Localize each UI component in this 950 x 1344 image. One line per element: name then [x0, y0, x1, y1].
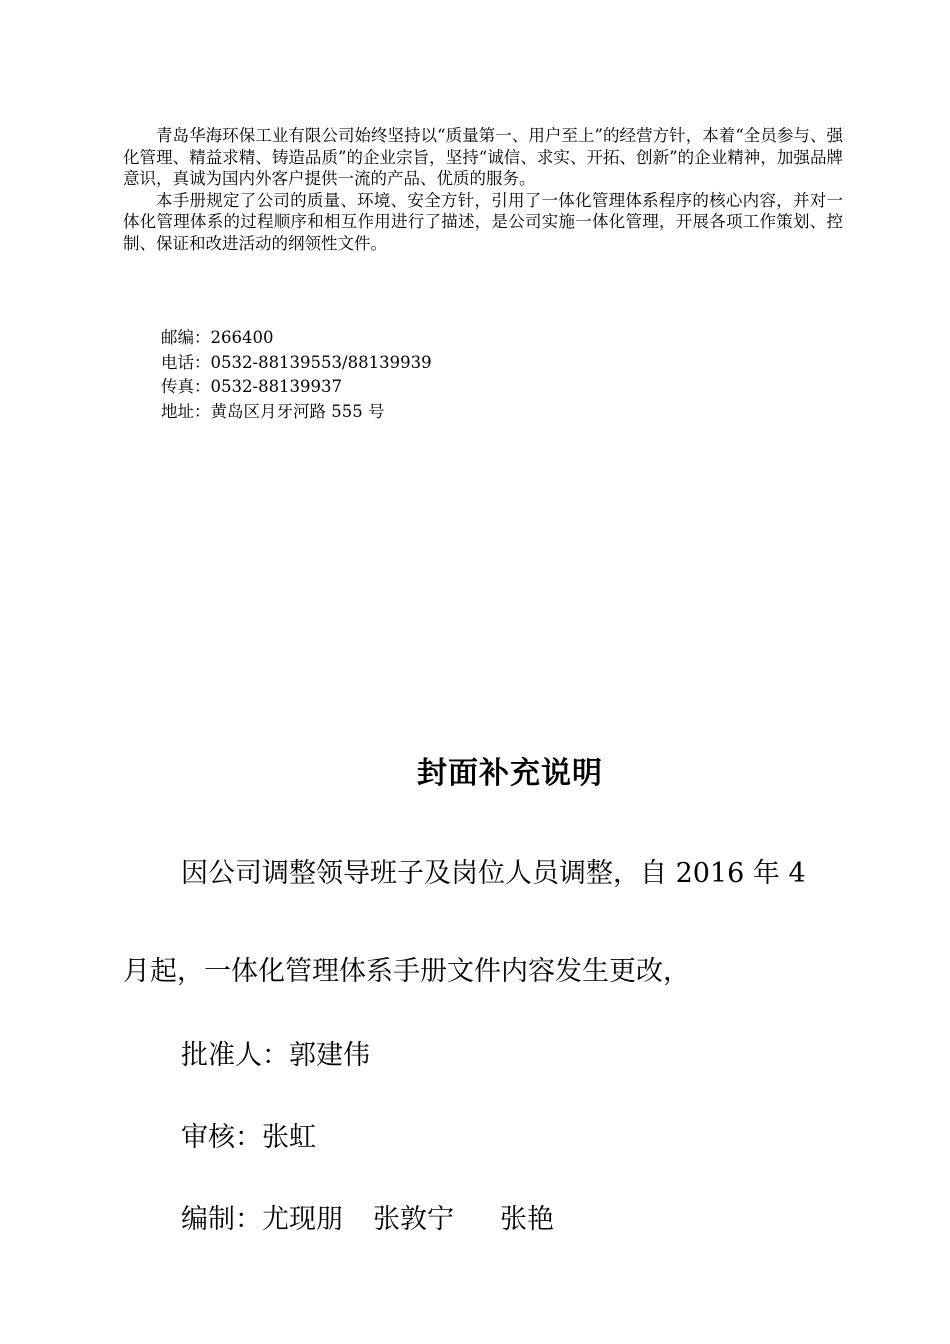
reviewer-line — [181, 1116, 316, 1160]
approver-name: 郭建伟 — [289, 1040, 370, 1071]
intro-section — [123, 125, 843, 254]
contact-fax: 传真：0532-88139937 — [161, 377, 343, 396]
editor-name-2: 张敦宁 — [373, 1204, 454, 1235]
contact-phone: 电话：0532-88139553/88139939 — [161, 352, 432, 372]
editor-name-1: 尤现朋 — [262, 1204, 343, 1235]
intro-paragraph-2: 本手册规定了公司的质量、环境、安全方针，引用了一体化管理体系程序的核心内容，并对一体化管理体系的过程顺序和相互作用进行了描述，是公司实施一体化管理，开展各项工作策划、控制、保证和改进活动的纲领性文件。 — [123, 190, 843, 253]
editor-label: 编制： — [181, 1204, 262, 1235]
approver-line — [181, 1034, 370, 1078]
editor-line — [181, 1198, 554, 1242]
contact-address: 地址：黄岛区月牙河路 555 号 — [161, 401, 385, 421]
intro-paragraph-1: 青岛华海环保工业有限公司始终坚持以“质量第一、用户至上”的经营方针，本着“全员参与、强化管理、精益求精、铸造品质”的企业宗旨，坚持“诚信、求实、开拓、创新”的企业精神，加强品牌意识，真诚为国内外客户提供一流的产品、优质的服务。 — [123, 126, 843, 188]
editor-name-3: 张艳 — [500, 1204, 554, 1235]
reviewer-label: 审核： — [181, 1122, 262, 1153]
supplement-title: 封面补充说明 — [417, 756, 603, 791]
notice-line-1: 因公司调整领导班子及岗位人员调整，自 2016 年 4 — [181, 858, 806, 889]
contact-postcode: 邮编：266400 — [161, 328, 274, 347]
reviewer-name: 张虹 — [262, 1122, 316, 1153]
notice-line-2: 月起，一体化管理体系手册文件内容发生更改， — [123, 956, 690, 987]
approver-label: 批准人： — [181, 1040, 289, 1071]
contact-block — [161, 326, 432, 424]
